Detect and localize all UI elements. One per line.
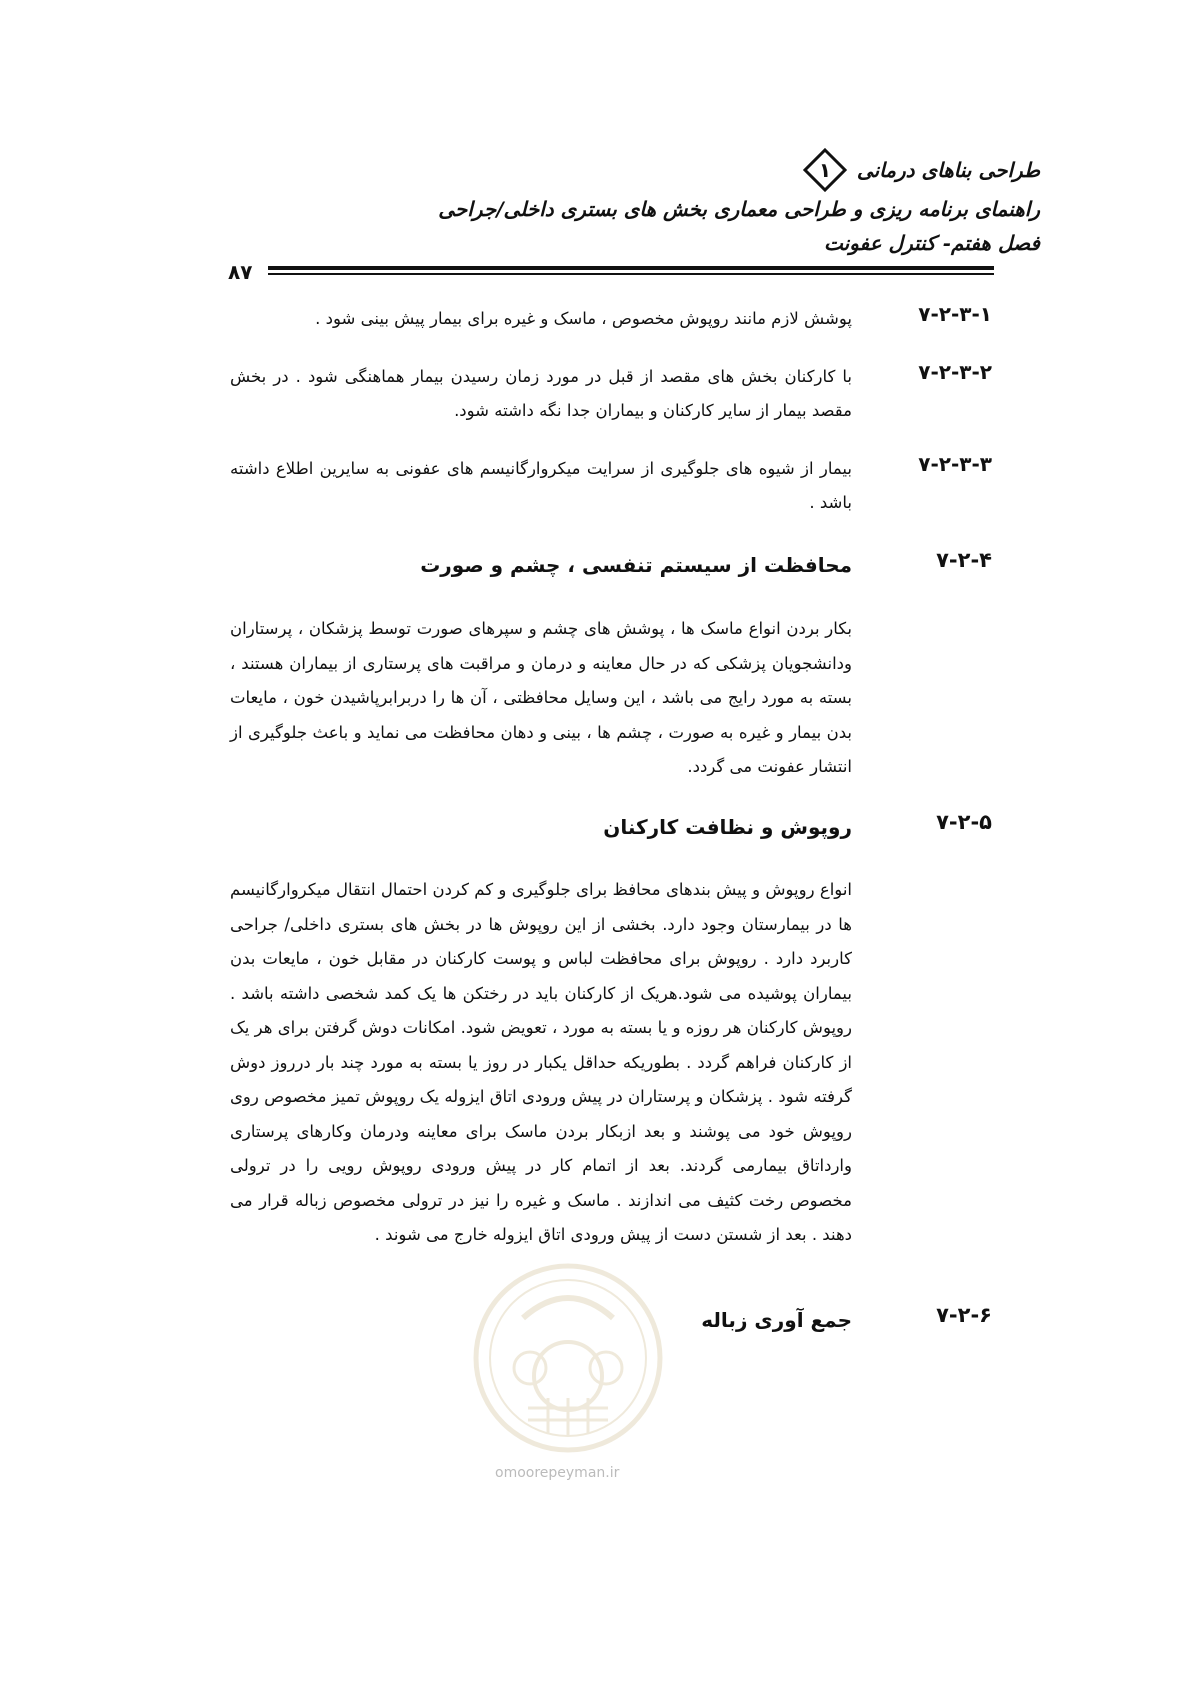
watermark-text: omoorepeyman.ir xyxy=(495,1465,620,1481)
section-number: ۷-۲-۵ xyxy=(936,810,992,834)
item-text: پوشش لازم مانند روپوش مخصوص ، ماسک و غیره برای بیمار پیش بینی شود . xyxy=(315,309,852,328)
item-text: با کارکنان بخش های مقصد از قبل در مورد زمان رسیدن بیمار هماهنگی شود . در بخش مقصد بیمار از سایر کارکنان و بیماران جدا نگه داشته شود. xyxy=(230,367,852,420)
volume-number: ١ xyxy=(818,158,832,182)
rule-thick xyxy=(268,266,994,270)
section-number: ۷-۲-۶ xyxy=(936,1303,992,1327)
item-text: بیمار از شیوه های جلوگیری از سرایت میکروارگانیسم های عفونی به سایرین اطلاع داشته باشد . xyxy=(230,459,852,512)
item-number: ۷-۲-۳-۱ xyxy=(918,302,992,326)
volume-badge xyxy=(803,148,847,192)
list-item xyxy=(230,360,992,428)
page-header xyxy=(250,148,1040,260)
page-number: ۸۷ xyxy=(228,260,253,284)
section-number: ۷-۲-۴ xyxy=(936,548,992,572)
chapter-title: فصل هفتم- کنترل عفونت xyxy=(824,231,1040,255)
section-title: جمع آوری زباله xyxy=(701,1308,852,1332)
section-body: بکار بردن انواع ماسک ها ، پوشش های چشم و سپرهای صورت توسط پزشکان ، پرستاران ودانشجویان پزشکی که در حال معاینه و درمان و مراقبت های پرستاری از بیماران هستند ، بسته به مورد رایج می باشد ، این وسایل محافظتی ، آن ها را دربرابرپاشیدن خون ، مایعات بدن بیمار و غیره به صورت ، چشم ها ، بینی و دهان محافظت می نماید و باعث جلوگیری از انتشار عفونت می گردد. xyxy=(230,619,852,776)
section-heading xyxy=(230,810,992,844)
list-item xyxy=(230,302,992,336)
section-heading xyxy=(230,548,992,582)
book-title: طراحی بناهای درمانی xyxy=(856,158,1040,182)
list-item xyxy=(230,452,992,520)
rule-thin xyxy=(268,273,994,275)
section-body: انواع روپوش و پیش بندهای محافظ برای جلوگیری و کم کردن احتمال انتقال میکروارگانیسم ها در بیمارستان وجود دارد. بخشی از این روپوش ها در بخش های بستری داخلی/ جراحی کاربرد دارد . روپوش برای محافظت لباس و پوست کارکنان در مقابل خون ، مایعات بدن بیماران پوشیده می شود.هریک از کارکنان باید در رختکن ها یک کمد شخصی داشته باشد . روپوش کارکنان هر روزه و یا بسته به مورد ، تعویض شود. امکانات دوش گرفتن برای هر یک از کارکنان فراهم گردد . بطوریکه حداقل یکبار در روز یا بسته به مورد چند بار درروز دوش گرفته شود . پزشکان و پرستاران در پیش ورودی اتاق ایزوله یک روپوش تمیز مخصوص روی روپوش خود می پوشند و بعد ازبکار بردن ماسک برای معاینه ودرمان وکارهای پرستاری وارداتاق بیمارمی گردند. بعد از اتمام کار در پیش ورودی روپوش رویی را در ترولی مخصوص رخت کثیف می اندازند . ماسک و غیره را نیز در ترولی مخصوص زباله قرار می دهند . بعد از شستن دست از پیش ورودی اتاق ایزوله خارج می شوند . xyxy=(230,880,852,1244)
item-number: ۷-۲-۳-۳ xyxy=(918,452,992,476)
book-subtitle: راهنمای برنامه ریزی و طراحی معماری بخش های بستری داخلی/جراحی xyxy=(438,197,1040,221)
watermark-seal-icon xyxy=(468,1258,668,1458)
book-title-line xyxy=(250,148,1040,192)
header-rule xyxy=(228,260,994,284)
section-title: روپوش و نظافت کارکنان xyxy=(603,815,852,839)
item-number: ۷-۲-۳-۲ xyxy=(918,360,992,384)
section-title: محافظت از سیستم تنفسی ، چشم و صورت xyxy=(420,553,852,577)
